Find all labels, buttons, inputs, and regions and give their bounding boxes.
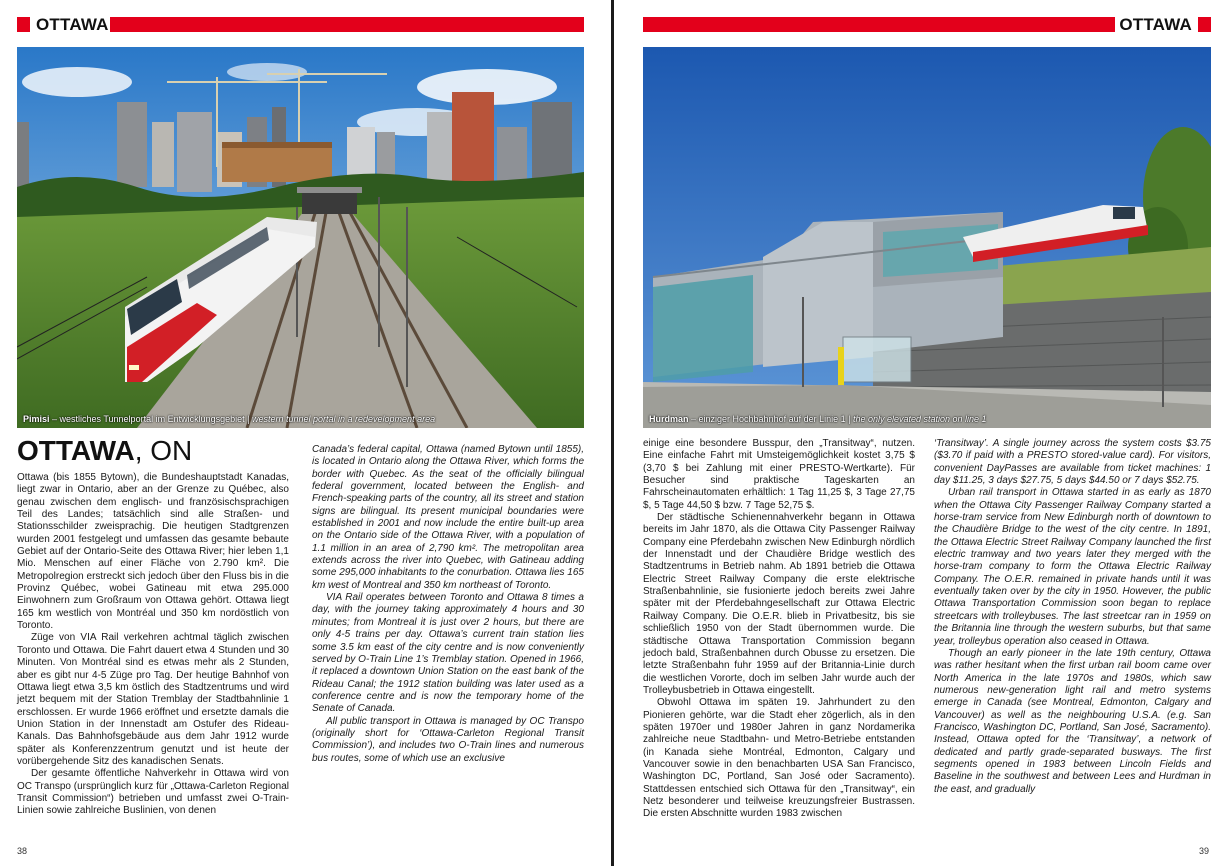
title-bold: OTTAWA <box>17 435 135 466</box>
paragraph: Though an early pioneer in the late 19th century, Ottawa was rather hesitant when the first urban rail boom came over North America in the late 1970s and 1980s, which saw numerous new-generation light rail and metro systems emerge in Canada (see Montreal, Edmonton, Calgary and Vancouver) as well as the neighbouring U.S.A. (e.g. San Francisco, Washington DC, Portland, San José, Sacramento). Instead, Ottawa opted for the ‘Transitway’, a network of dedicated and partly grade-separated busways. The first segments opened in 1983 between Lincoln Fields and Baseline in the southwest and between Lees and Hurdman in the east, and gradually <box>934 647 1211 795</box>
caption-german: – einziger Hochbahnhof auf der Linie 1 | <box>688 414 853 424</box>
left-english-column <box>312 444 584 765</box>
pimisi-photo <box>17 47 584 428</box>
caption-place: Pimisi <box>23 414 50 424</box>
paragraph: ‘Transitway’. A single journey across the system costs $3.75 ($3.70 if paid with a PRESTO stored-value card). For visitors, convenient DayPasses are available from ticket machines: 1 day $11.25, 3 days $27.75, 5 days $44.50 or 7 days $52.75. <box>934 438 1211 487</box>
paragraph: Züge von VIA Rail verkehren achtmal täglich zwischen Toronto und Ottawa. Die Fahrt dauert etwa 4 Stunden und 30 Minuten. Von Montréal sind es etwas mehr als 2 Stunden, aber es gibt nur 4-5 Züge pro Tag. Der heutige Bahnhof von Ottawa liegt etwa 3,5 km östlich des Stadtzentrums und wird jetzt bequem mit der Station Tremblay der Stadtbahnlinie 1 erschlossen. Er wurde 1966 eröffnet und ersetzte damals die Union Station in der Innenstadt am Ostufer des Rideau-Kanals. Das Bahnhofsgebäude aus dem Jahr 1912 wurde später als Konferenzzentrum genutzt und ist heute der vorübergehende Sitz des kanadischen Senats. <box>17 632 289 767</box>
left-page <box>0 0 612 866</box>
left-page-header <box>17 15 584 33</box>
paragraph: Canada’s federal capital, Ottawa (named Bytown until 1855), is located in Ontario along the Ottawa River, which forms the border with Quebec. As the seat of the officially bilingual federal government, located between the English- and French-speaking parts of the country, all its street and station signs are bilingual. Its present municipal boundaries were established in 2001 and now include the entire built-up area on the Ontario side of the Ottawa River, with a population of 1.1 million in an area of 2,790 km². The metropolitan area extends across the river into Quebec, with Gatineau adding some 295,000 inhabitants to the conurbation. Ottawa lies 165 km west of Montreal and 350 km northeast of Toronto. <box>312 444 584 591</box>
paragraph: VIA Rail operates between Toronto and Ottawa 8 times a day, with the journey taking approximately 4 hours and 30 minutes; from Montreal it is just over 2 hours, but there are only 4-5 trains per day. Ottawa’s current train station lies some 3.5 km east of the city centre and is now conveniently served by O-Train Line 1’s Tremblay station. Opened in 1966, it replaced a downtown Union Station on the east bank of the Rideau Canal; the 1912 station building was later used as a conference centre and is now the temporary home of the Senate of Canada. <box>312 592 584 715</box>
page-number: 39 <box>1198 846 1209 856</box>
caption-english: the only elevated station on line 1 <box>852 414 987 424</box>
photo-caption <box>649 414 987 424</box>
title-rest: , ON <box>134 435 193 466</box>
header-bar <box>643 17 1115 32</box>
paragraph: Urban rail transport in Ottawa started in as early as 1870 when the Ottawa City Passenger Railway Company started a horse-tram service from New Edinburgh north of downtown to the Chaudière Bridge to the west of the city centre. In 1891, the Ottawa Electric Street Railway Company launched the first electric tramway and two years later they merged with the horse-tram company to form the Ottawa Electric Railway Company. The O.E.R. remained in private hands until it was eventually taken over by the city in 1950. However, the public Ottawa Transportation Commission soon began to replace streetcars with trolleybuses. The last streetcar ran in 1959 on the Britannia line through the western suburbs, but that same year, trolleybus operation also ceased in Ottawa. <box>934 487 1211 647</box>
header-square <box>17 17 30 32</box>
paragraph: All public transport in Ottawa is managed by OC Transpo (originally short for ‘Ottawa-Carleton Regional Transit Commission’), and includes two O-Train lines and numerous bus routes, some of which use an exclusive <box>312 715 584 764</box>
header-square <box>1198 17 1211 32</box>
header-label: OTTAWA <box>1119 15 1192 34</box>
hurdman-photo <box>643 47 1211 428</box>
paragraph: Ottawa (bis 1855 Bytown), die Bundeshauptstadt Kanadas, liegt zwar in Ontario, aber an der Grenze zu Québec, also genau zwischen dem englisch- und französischsprachigen Teil des Landes; tatsächlich sind alle Straßen- und Stationsschilder zweisprachig. Die heutigen Stadtgrenzen wurden 2001 festgelegt und umfassen das gesamte bebaute Gebiet auf der Ontario-Seite des Ottawa River; hier leben 1,1 Mio. Menschen auf einer Fläche von 2.790 km². Die Metropolregion erstreckt sich jedoch über den Fluss bis in die Provinz Québec, wobei Gatineau mit etwa 295.000 Einwohnern zum Großraum von Ottawa gehört. Ottawa liegt 165 km westlich von Montréal und 350 km nordöstlich von Toronto. <box>17 472 289 632</box>
paragraph: Der gesamte öffentliche Nahverkehr in Ottawa wird von OC Transpo (ursprünglich kurz für „Ottawa-Carleton Regional Transit Commission“) betrieben und umfasst zwei O-Train-Linien sowie zahlreiche Buslinien, von denen <box>17 768 289 817</box>
paragraph: Der städtische Schienennahverkehr begann in Ottawa bereits im Jahr 1870, als die Ottawa City Passenger Railway Company eine Pferdebahn zwischen New Edinburgh nördlich der Innenstadt und der Chaudière Bridge westlich des Stadtzentrums in Betrieb nahm. Ab 1891 betrieb die Ottawa Electric Street Railway Company die erste elektrische Straßenbahnlinie, sie fusionierte jedoch bereits zwei Jahre später mit der Pferdebahngesellschaft zur Ottawa Electric Railway Company. Die O.E.R. blieb in Privatbesitz, bis sie schließlich 1950 von der Stadt übernommen wurde. Die städtische Ottawa Transportation Commission begann jedoch bald, Straßenbahnen durch Obusse zu ersetzen. Die letzte Straßenbahn fuhr 1959 auf der Britannia-Linie durch die westlichen Vororte, doch im selben Jahr wurde auch der Trolleybusbetrieb in Ottawa eingestellt. <box>643 512 915 696</box>
right-page <box>614 0 1226 866</box>
caption-english: western tunnel portal in a redevelopment area <box>251 414 436 424</box>
right-english-column <box>934 438 1211 796</box>
paragraph: einige eine besondere Busspur, den „Transitway“, nutzen. Eine einfache Fahrt mit Umsteigemöglichkeit kostet 3,75 $ (3,70 $ bei Zahlung mit einer PRESTO-Wertkarte). Für Besucher sind praktische Tageskarten an Fahrscheinautomaten erhältlich: 1 Tag 11,25 $, 3 Tage 27,75 $, 5 Tage 44,50 $ bzw. 7 Tage 52,75 $. <box>643 438 915 511</box>
caption-place: Hurdman <box>649 414 689 424</box>
header-bar <box>110 17 584 32</box>
right-german-column <box>643 438 915 821</box>
left-german-column <box>17 472 289 818</box>
article-title <box>17 436 192 466</box>
page-number: 38 <box>17 846 28 856</box>
paragraph: Obwohl Ottawa im späten 19. Jahrhundert zu den Pionieren gehörte, war die Stadt eher zögerlich, als in den späten 1970er und 1980er Jahren in ganz Nordamerika zahlreiche neue Stadtbahn- und Metro-Betriebe entstanden (in Kanada siehe Montréal, Edmonton, Calgary und Vancouver sowie in den benachbarten USA San Francisco, Washington DC, Portland, San José oder Sacramento). Stattdessen entschied sich Ottawa für den „Transitway“, ein Netz besonderer und teilweise kreuzungsfreier Bustrassen. Die ersten Abschnitte wurden 1983 zwischen <box>643 697 915 820</box>
photo-caption <box>23 414 435 424</box>
right-page-header <box>643 15 1211 33</box>
header-label: OTTAWA <box>36 15 109 34</box>
caption-german: – westliches Tunnelportal im Entwicklungsgebiet | <box>49 414 252 424</box>
